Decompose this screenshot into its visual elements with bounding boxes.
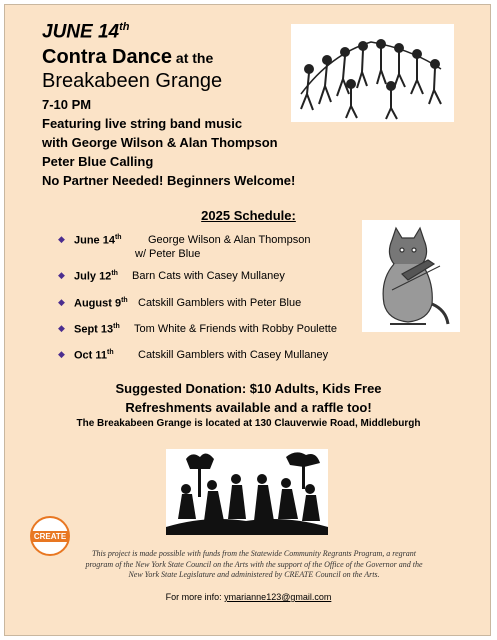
- schedule-item-july: ◆ July 12th Barn Cats with Casey Mullaney: [58, 270, 285, 283]
- refreshments-line: Refreshments available and a raffle too!: [125, 400, 372, 415]
- schedule-item-june-extra: w/ Peter Blue: [135, 248, 201, 260]
- schedule-item-august: ◆ August 9th Catskill Gamblers with Peter Blue: [58, 297, 302, 310]
- bullet-icon: ◆: [58, 234, 65, 244]
- event-date: JUNE 14th: [42, 21, 130, 43]
- dancers-illustration: [291, 24, 454, 122]
- bullet-icon: ◆: [58, 297, 65, 307]
- donation-line: Suggested Donation: $10 Adults, Kids Free: [115, 381, 382, 396]
- bullet-icon: ◆: [58, 323, 65, 333]
- music-line: Featuring live string band music: [42, 116, 243, 131]
- bullet-icon: ◆: [58, 270, 65, 280]
- band-line: with George Wilson & Alan Thompson: [42, 135, 278, 150]
- location-line: The Breakabeen Grange is located at 130 Clauverwie Road, Middleburgh: [76, 418, 421, 429]
- create-logo: CREATE: [30, 516, 70, 556]
- event-time: 7-10 PM: [42, 97, 92, 112]
- event-title: Contra Dance at the: [42, 46, 214, 68]
- email-link[interactable]: ymarianne123@gmail.com: [224, 592, 332, 602]
- welcome-line: No Partner Needed! Beginners Welcome!: [42, 173, 296, 188]
- cat-fiddler-illustration: [362, 220, 460, 332]
- bullet-icon: ◆: [58, 349, 65, 359]
- funding-credit: This project is made possible with funds from the Statewide Community Regrants Program, a regrant program of the New York State Council on the Arts with the support of the Office of the Governor and the New York State Legislature and administered by CREATE Council on the Arts.: [85, 549, 423, 579]
- schedule-item-sept: ◆ Sept 13th Tom White & Friends with Robby Poulette: [58, 323, 337, 336]
- contact-line: For more info: ymarianne123@gmail.com: [165, 592, 332, 602]
- schedule-title: 2025 Schedule:: [201, 208, 296, 223]
- silhouette-dancers-illustration: [166, 449, 328, 535]
- venue-name: Breakabeen Grange: [42, 70, 223, 92]
- caller-line: Peter Blue Calling: [42, 154, 154, 169]
- schedule-item-oct: ◆ Oct 11th Catskill Gamblers with Casey Mullaney: [58, 349, 329, 362]
- schedule-item-june: ◆ June 14th George Wilson & Alan Thompson: [58, 234, 311, 247]
